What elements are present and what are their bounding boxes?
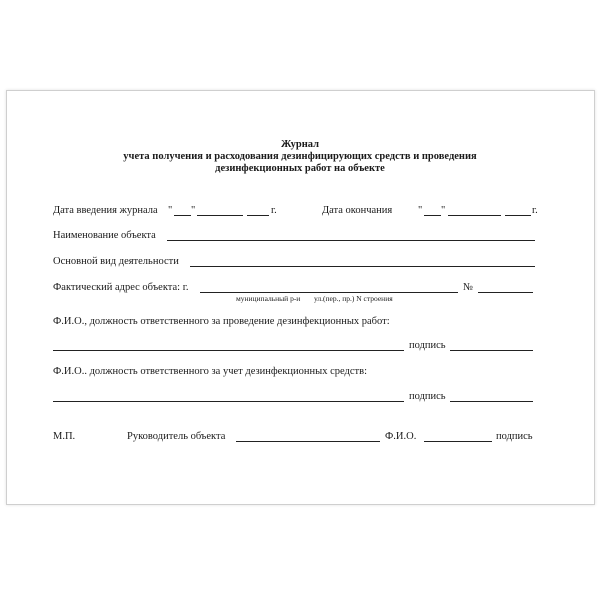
activity-blank[interactable]: [190, 266, 535, 267]
head-signature-label: подпись: [496, 431, 533, 442]
address-street-hint: ул.(пер., пр.) N строения: [314, 294, 393, 303]
end-day-blank[interactable]: [424, 215, 441, 216]
head-label: Руководитель объекта: [127, 431, 226, 442]
accounting-signature-label: подпись: [409, 391, 446, 402]
start-month-blank[interactable]: [197, 215, 243, 216]
disinfection-responsible-label: Ф.И.О., должность ответственного за проведение дезинфекционных работ:: [53, 316, 390, 327]
address-district-hint: муниципальный р-и: [236, 294, 301, 303]
accounting-responsible-label: Ф.И.О.. должность ответственного за учет дезинфекционных средств:: [53, 366, 367, 377]
disinfection-signature-label: подпись: [409, 340, 446, 351]
end-month-blank[interactable]: [448, 215, 501, 216]
start-date-open-quote: ": [168, 205, 173, 216]
end-year-suffix: г.: [532, 205, 538, 216]
stamp-label: М.П.: [53, 431, 76, 442]
form-subtitle-line-2: дезинфекционных работ на объекте: [215, 163, 385, 174]
start-year-suffix: г.: [271, 205, 277, 216]
head-fio-blank[interactable]: [424, 441, 492, 442]
head-fio-label: Ф.И.О.: [385, 431, 417, 442]
end-date-label: Дата окончания: [322, 205, 393, 216]
object-name-label: Наименование объекта: [53, 230, 156, 241]
disinfection-responsible-blank[interactable]: [53, 350, 404, 351]
address-number-label: №: [463, 282, 474, 293]
start-date-close-quote: ": [191, 205, 196, 216]
form-title: Журнал: [281, 139, 319, 150]
end-date-open-quote: ": [418, 205, 423, 216]
address-number-blank[interactable]: [478, 292, 533, 293]
accounting-responsible-blank[interactable]: [53, 401, 404, 402]
object-name-blank[interactable]: [167, 240, 535, 241]
start-year-blank[interactable]: [247, 215, 269, 216]
head-signature-blank[interactable]: [236, 441, 380, 442]
address-label: Фактический адрес объекта: г.: [53, 282, 189, 293]
start-date-label: Дата введения журнала: [53, 205, 158, 216]
activity-label: Основной вид деятельности: [53, 256, 179, 267]
start-day-blank[interactable]: [174, 215, 191, 216]
end-date-close-quote: ": [441, 205, 446, 216]
disinfection-signature-blank[interactable]: [450, 350, 533, 351]
form-subtitle-line-1: учета получения и расходования дезинфицирующих средств и проведения: [123, 151, 477, 162]
address-blank[interactable]: [200, 292, 458, 293]
accounting-signature-blank[interactable]: [450, 401, 533, 402]
end-year-blank[interactable]: [505, 215, 531, 216]
